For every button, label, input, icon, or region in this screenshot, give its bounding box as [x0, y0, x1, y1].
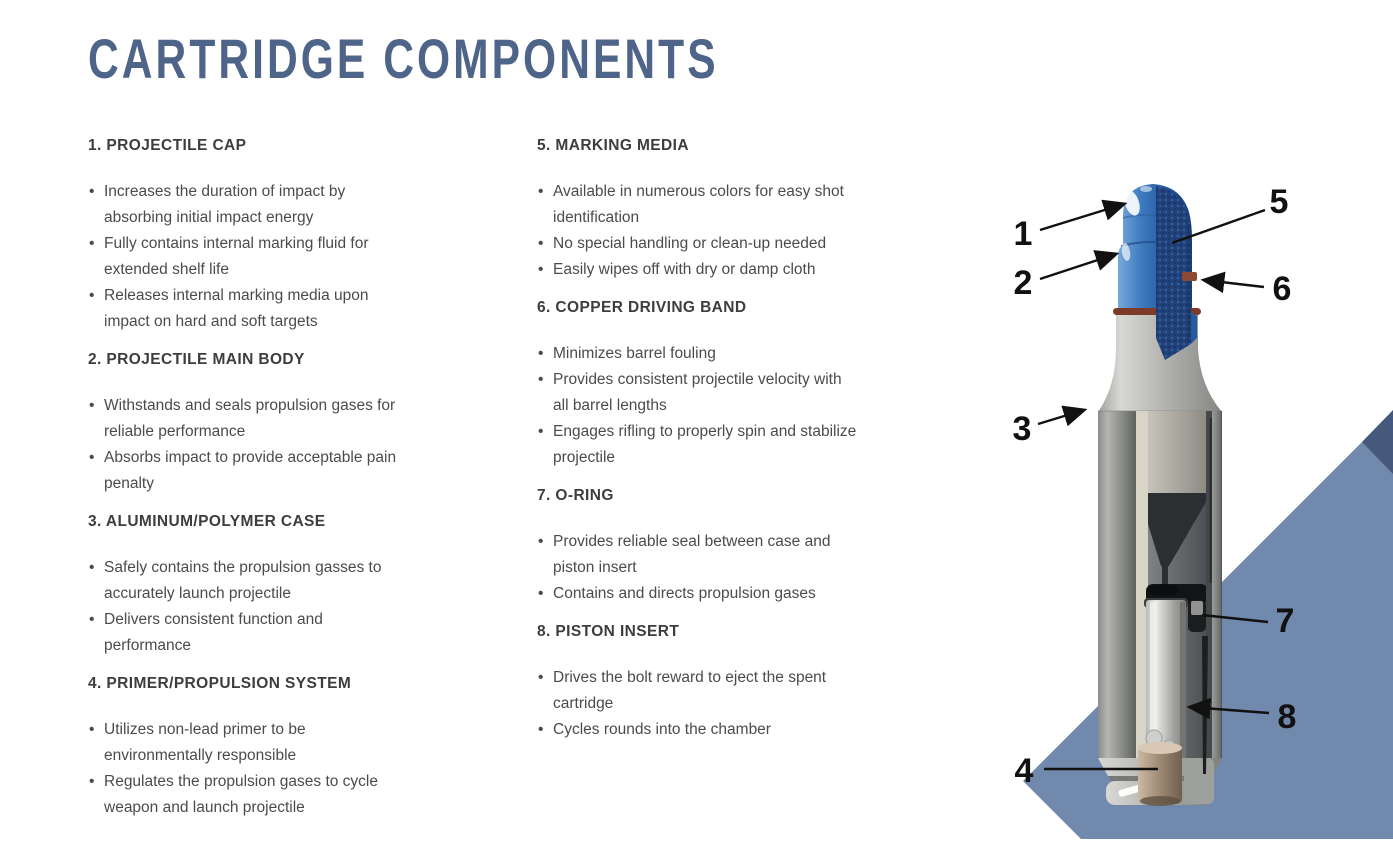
funnel-stem [1162, 566, 1168, 584]
bullet-line: impact on hard and soft targets [104, 313, 318, 330]
bullet-list [537, 179, 957, 283]
bullet-line: • Provides consistent projectile velocity with [553, 371, 842, 388]
list-item [537, 341, 957, 367]
list-item [537, 717, 957, 743]
bullet-line: • Absorbs impact to provide acceptable pain [104, 449, 397, 466]
section-heading: 1. PROJECTILE CAP [88, 137, 247, 154]
o-ring-insert [1191, 601, 1203, 615]
section-aluminum-polymer-case [88, 513, 488, 659]
section-piston-insert [537, 623, 957, 743]
callout-arrow-3 [1038, 410, 1084, 424]
bullet-line: performance [104, 637, 192, 654]
list-item [537, 367, 957, 419]
section-heading: 7. O-RING [537, 487, 614, 504]
bullet-line: identification [553, 209, 640, 226]
cartridge [1098, 184, 1222, 806]
callout-number-5: 5 [1269, 183, 1289, 221]
section-heading: 2. PROJECTILE MAIN BODY [88, 351, 305, 368]
bullet-line: weapon and launch projectile [104, 799, 305, 816]
wall-outer-right [1212, 411, 1222, 758]
bullet-line: penalty [104, 475, 154, 492]
bullet-line: • Regulates the propulsion gases to cycle [104, 773, 378, 790]
callout-number-6: 6 [1272, 270, 1292, 308]
list-item [88, 607, 488, 659]
bullet-list [88, 717, 488, 821]
section-projectile-cap [88, 137, 488, 335]
bullet-line: • Cycles rounds into the chamber [553, 721, 771, 738]
bullet-line: accurately launch projectile [104, 585, 291, 602]
callout-arrow-6 [1204, 280, 1264, 287]
base-foot-right [1184, 758, 1214, 804]
bullet-line: • Easily wipes off with dry or damp cloth [553, 261, 816, 278]
bullet-list [88, 393, 488, 497]
case-body-outer [1098, 411, 1136, 758]
wall-slot [1210, 418, 1213, 583]
bullet-line: • Engages rifling to properly spin and stabilize [553, 423, 857, 440]
bullet-list [537, 529, 957, 607]
bullet-line: • Increases the duration of impact by [104, 183, 346, 200]
callout-number-1: 1 [1013, 215, 1033, 253]
inner-wall-upper [1148, 411, 1206, 493]
bullet-line: cartridge [553, 695, 614, 712]
list-item [537, 231, 957, 257]
list-item [88, 283, 488, 335]
text-column-left [88, 137, 488, 837]
section-primer-propulsion-system [88, 675, 488, 821]
callout-number-2: 2 [1013, 264, 1033, 302]
section-heading: 4. PRIMER/PROPULSION SYSTEM [88, 675, 352, 692]
section-heading: 5. MARKING MEDIA [537, 137, 689, 154]
section-heading: 3. ALUMINUM/POLYMER CASE [88, 513, 326, 530]
callout-arrow-1 [1040, 204, 1124, 230]
bullet-line: • Withstands and seals propulsion gases for [104, 397, 396, 414]
bullet-line: • Available in numerous colors for easy shot [553, 183, 844, 200]
bullet-line: • Minimizes barrel fouling [553, 345, 716, 362]
list-item [537, 665, 957, 717]
list-item [88, 231, 488, 283]
list-item [88, 769, 488, 821]
bullet-line: • Provides reliable seal between case and [553, 533, 831, 550]
list-item [88, 717, 488, 769]
primer-top [1138, 742, 1182, 754]
bullet-line: environmentally responsible [104, 747, 297, 764]
callout-number-8: 8 [1277, 698, 1297, 736]
bullet-line: • Safely contains the propulsion gasses to [104, 559, 382, 576]
primer [1138, 746, 1182, 804]
callout-number-7: 7 [1275, 602, 1295, 640]
list-item [537, 581, 957, 607]
section-o-ring [537, 487, 957, 607]
section-copper-driving-band [537, 299, 957, 471]
cartridge-illustration [960, 0, 1393, 843]
piston-shade [1180, 602, 1186, 764]
list-item [88, 445, 488, 497]
text-column-right [537, 137, 957, 759]
bullet-list [88, 179, 488, 335]
list-item [537, 529, 957, 581]
bullet-line: projectile [553, 449, 616, 466]
bullet-line: extended shelf life [104, 261, 229, 278]
bullet-line: reliable performance [104, 423, 246, 440]
piston-seal-bump [1147, 584, 1179, 596]
list-item [88, 179, 488, 231]
section-projectile-main-body [88, 351, 488, 497]
bullet-list [537, 341, 957, 471]
list-item [537, 179, 957, 231]
bullet-line: • Contains and directs propulsion gases [553, 585, 816, 602]
copper-driving-band-segment [1182, 272, 1197, 281]
callout-arrow-2 [1040, 254, 1116, 279]
bullet-line: • Fully contains internal marking fluid for [104, 235, 369, 252]
bullet-list [537, 665, 957, 743]
list-item [537, 257, 957, 283]
bullet-line: • Drives the bolt reward to eject the spent [553, 669, 827, 686]
section-heading: 6. COPPER DRIVING BAND [537, 299, 747, 316]
cap-highlight [1140, 186, 1152, 192]
bullet-line: • Utilizes non-lead primer to be [104, 721, 306, 738]
primer-bottom-shade [1140, 796, 1180, 806]
list-item [88, 555, 488, 607]
bullet-line: • Delivers consistent function and [104, 611, 323, 628]
section-heading: 8. PISTON INSERT [537, 623, 680, 640]
bullet-list [88, 555, 488, 659]
callout-number-4: 4 [1014, 752, 1034, 790]
callout-number-3: 3 [1012, 410, 1032, 448]
bullet-line: all barrel lengths [553, 397, 667, 414]
bullet-line: piston insert [553, 559, 637, 576]
media-edge-shade [1188, 224, 1191, 342]
section-marking-media [537, 137, 957, 283]
bullet-line: • No special handling or clean-up needed [553, 235, 827, 252]
page-title: CARTRIDGE COMPONENTS [88, 27, 719, 90]
bullet-line: • Releases internal marking media upon [104, 287, 369, 304]
list-item [88, 393, 488, 445]
list-item [537, 419, 957, 471]
bullet-line: absorbing initial impact energy [104, 209, 314, 226]
